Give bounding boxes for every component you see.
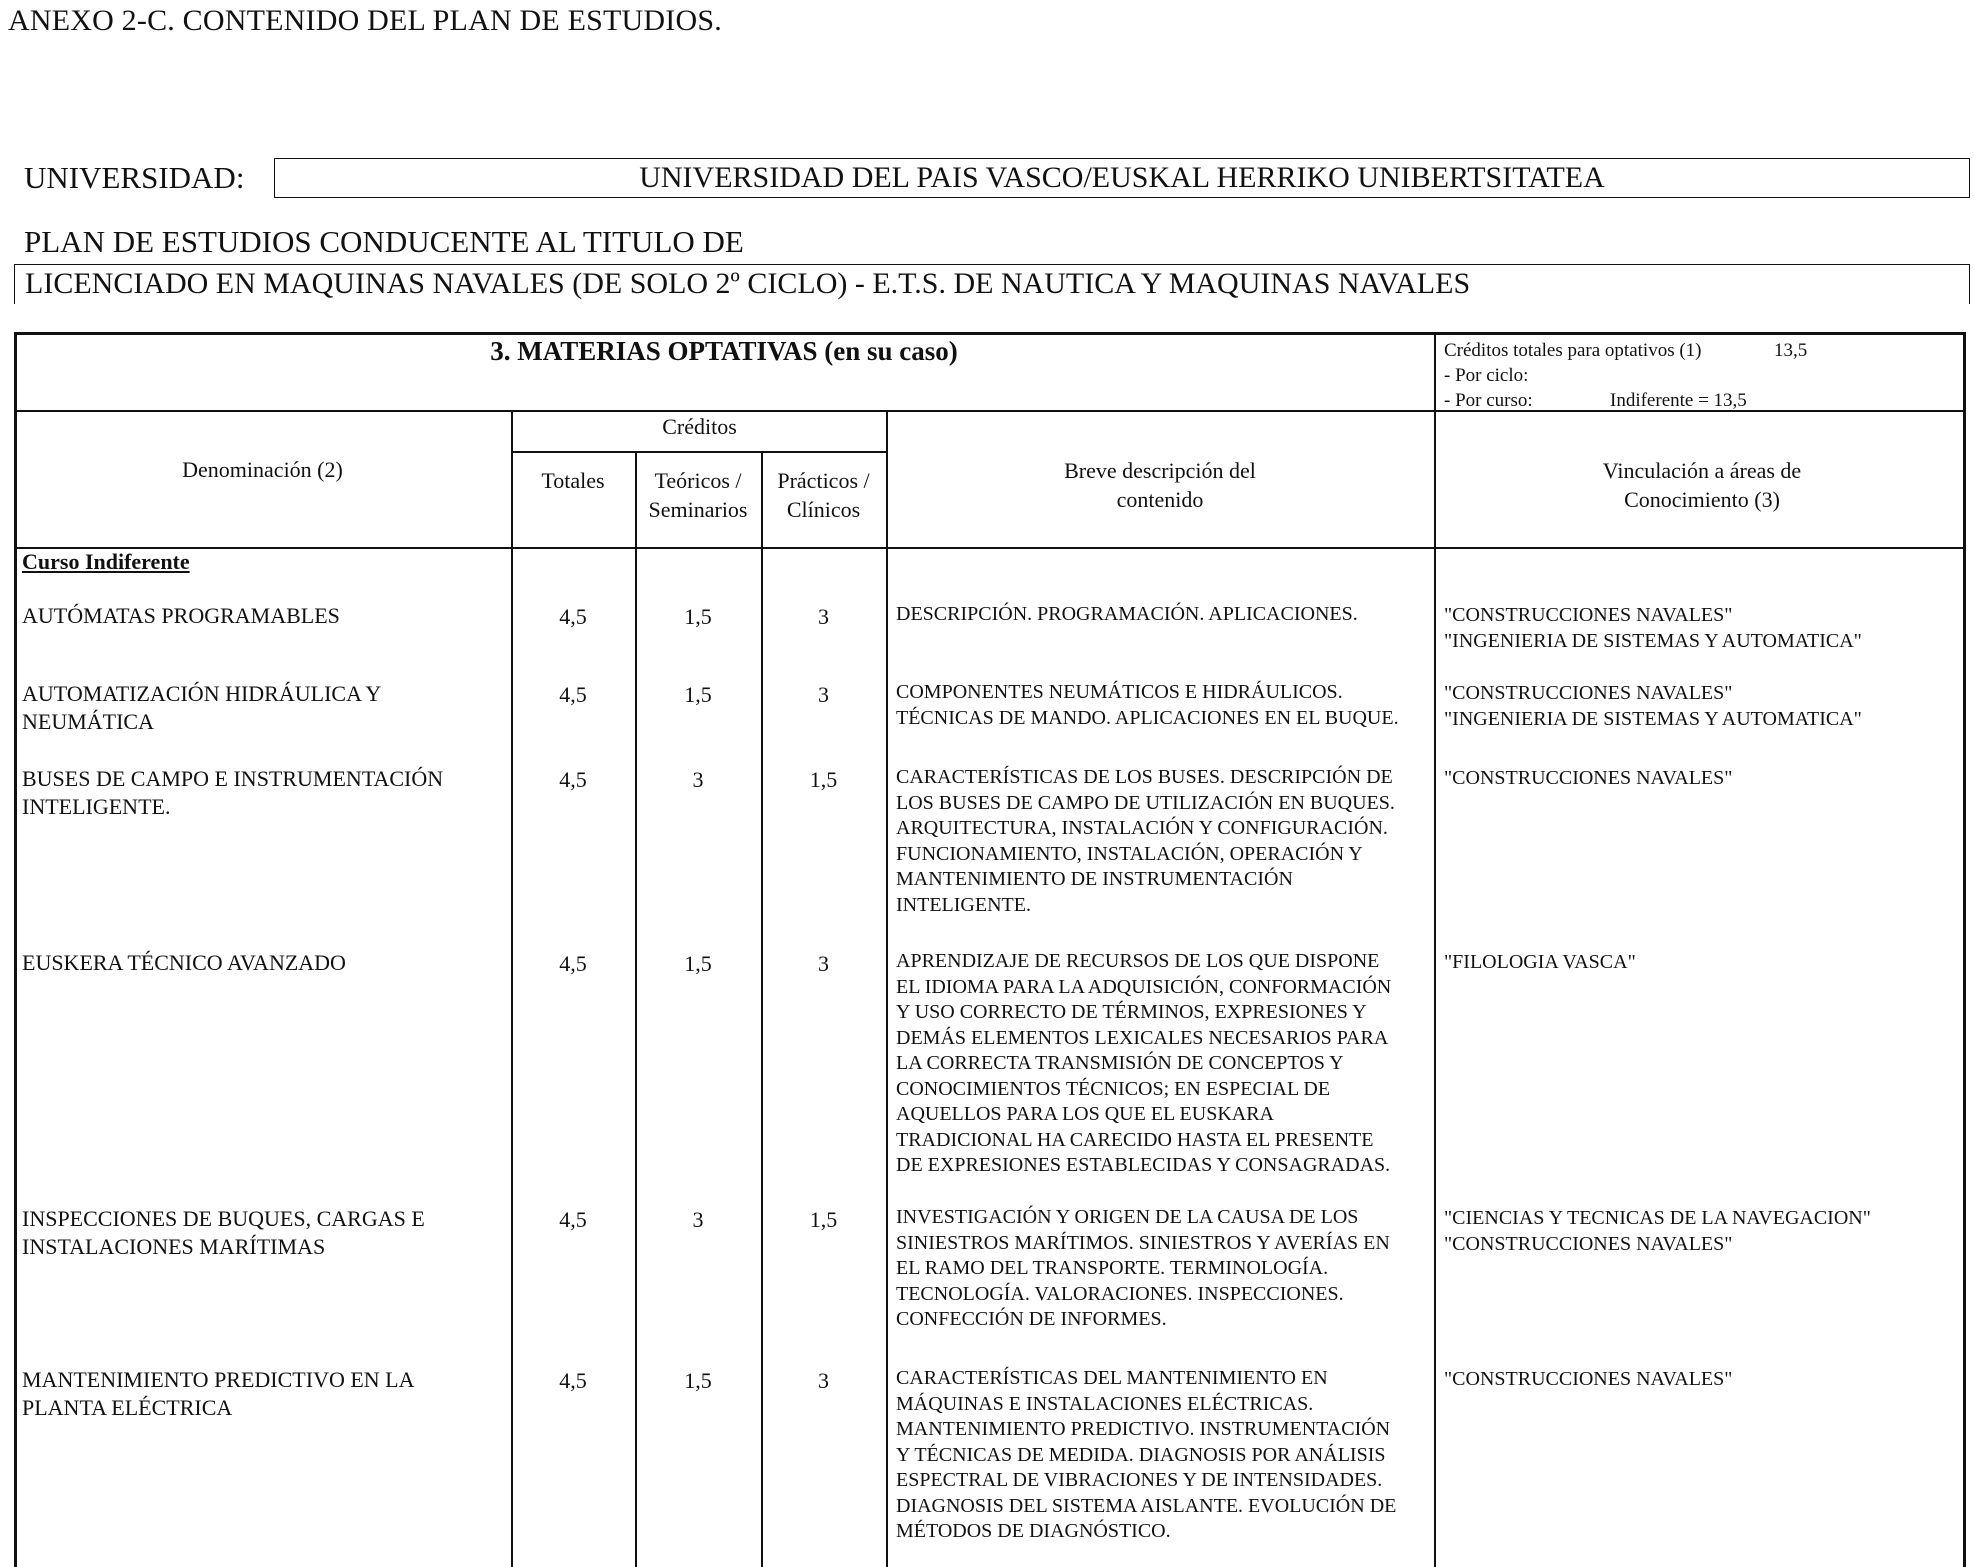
subject-description (896, 602, 1430, 628)
rule-col-descripcion (886, 410, 888, 1567)
credits-practicos: 1,5 (809, 767, 838, 792)
credits-practicos: 3 (818, 951, 829, 976)
curso-indiferente-label: Curso Indiferente (22, 549, 190, 574)
header-descripcion-line1: Breve descripción del (1064, 458, 1256, 483)
credits-teoricos: 1,5 (684, 951, 712, 976)
credits-teoricos: 1,5 (684, 604, 712, 629)
header-practicos (761, 466, 886, 524)
por-curso-label: - Por curso: (1444, 390, 1533, 411)
credits-practicos: 3 (818, 1368, 829, 1393)
knowledge-areas (1444, 765, 1964, 791)
credits-totales: 4,5 (559, 682, 587, 707)
knowledge-area-line: "CONSTRUCCIONES NAVALES" (1444, 1233, 1733, 1255)
subject-name (22, 602, 502, 630)
subject-description-line: SINIESTROS MARÍTIMOS. SINIESTROS Y AVERÍAS EN (896, 1231, 1390, 1254)
credits-totales: 4,5 (559, 1207, 587, 1232)
credits-practicos: 3 (818, 682, 829, 707)
subject-name (22, 949, 502, 977)
plan-title: LICENCIADO EN MAQUINAS NAVALES (DE SOLO 2º CICLO) - E.T.S. DE NAUTICA Y MAQUINAS NAVALES (14, 264, 1970, 304)
subject-description-line: FUNCIONAMIENTO, INSTALACIÓN, OPERACIÓN Y (896, 842, 1363, 865)
header-descripcion (886, 456, 1434, 514)
knowledge-area-line: "INGENIERIA DE SISTEMAS Y AUTOMATICA" (1444, 708, 1862, 730)
header-teoricos-line1: Teóricos / (654, 468, 742, 493)
subject-description-line: APRENDIZAJE DE RECURSOS DE LOS QUE DISPONE (896, 950, 1380, 972)
subject-description-line: LOS BUSES DE CAMPO DE UTILIZACIÓN EN BUQUES. (896, 791, 1395, 814)
subject-name-line: INSTALACIONES MARÍTIMAS (22, 1234, 326, 1259)
credits-totales: 4,5 (559, 951, 587, 976)
subject-name-line: PLANTA ELÉCTRICA (22, 1395, 233, 1420)
subject-description-line: TECNOLOGÍA. VALORACIONES. INSPECCIONES. (896, 1282, 1344, 1305)
subject-description-line: EL RAMO DEL TRANSPORTE. TERMINOLOGÍA. (896, 1257, 1329, 1279)
subject-description-line: MANTENIMIENTO PREDICTIVO. INSTRUMENTACIÓN (896, 1418, 1391, 1440)
university-label: UNIVERSIDAD: (24, 160, 245, 195)
subject-description-line: MANTENIMIENTO DE INSTRUMENTACIÓN (896, 868, 1293, 890)
subject-name-line: EUSKERA TÉCNICO AVANZADO (22, 950, 346, 975)
credits-total-label: Créditos totales para optativos (1) (1444, 340, 1702, 361)
header-descripcion-line2: contenido (1116, 487, 1204, 512)
header-teoricos (635, 466, 761, 524)
knowledge-area-line: "FILOLOGIA VASCA" (1444, 951, 1636, 973)
subject-name-line: BUSES DE CAMPO E INSTRUMENTACIÓN (22, 766, 444, 791)
subject-description (896, 1366, 1430, 1545)
subject-description-line: DESCRIPCIÓN. PROGRAMACIÓN. APLICACIONES. (896, 603, 1358, 625)
subject-description (896, 1205, 1430, 1333)
optional-credits-info (1444, 338, 1904, 413)
subject-description-line: TÉCNICAS DE MANDO. APLICACIONES EN EL BUQUE. (896, 706, 1399, 729)
subject-description-line: Y TÉCNICAS DE MEDIDA. DIAGNOSIS POR ANÁLISIS (896, 1443, 1386, 1466)
header-practicos-line1: Prácticos / (777, 468, 870, 493)
credits-totales: 4,5 (559, 1368, 587, 1393)
plan-label: PLAN DE ESTUDIOS CONDUCENTE AL TITULO DE (24, 224, 744, 259)
credits-teoricos: 3 (692, 1207, 704, 1232)
subject-name (22, 1205, 502, 1261)
header-totales: Totales (541, 468, 605, 493)
subject-description (896, 949, 1430, 1179)
subject-description-line: INTELIGENTE. (896, 893, 1031, 916)
subject-name-line: NEUMÁTICA (22, 709, 154, 734)
knowledge-area-line: "CIENCIAS Y TECNICAS DE LA NAVEGACION" (1444, 1207, 1871, 1229)
knowledge-area-line: "CONSTRUCCIONES NAVALES" (1444, 1368, 1733, 1390)
knowledge-area-line: "INGENIERIA DE SISTEMAS Y AUTOMATICA" (1444, 630, 1862, 652)
subject-description-line: DE EXPRESIONES ESTABLECIDAS Y CONSAGRADAS. (896, 1154, 1391, 1176)
rule-header-bottom (14, 547, 1966, 549)
subject-name (22, 1366, 502, 1422)
subject-description-line: LA CORRECTA TRANSMISIÓN DE CONCEPTOS Y (896, 1052, 1344, 1074)
subject-name-line: AUTOMATIZACIÓN HIDRÁULICA Y (22, 681, 382, 706)
subject-description-line: MÉTODOS DE DIAGNÓSTICO. (896, 1520, 1171, 1542)
knowledge-areas (1444, 1366, 1964, 1392)
section-title: 3. MATERIAS OPTATIVAS (en su caso) (490, 336, 958, 366)
subject-name-line: INTELIGENTE. (22, 794, 171, 819)
subject-description-line: MÁQUINAS E INSTALACIONES ELÉCTRICAS. (896, 1392, 1314, 1415)
subject-description-line: CONOCIMIENTOS TÉCNICOS; EN ESPECIAL DE (896, 1077, 1331, 1100)
credits-totales: 4,5 (559, 604, 587, 629)
credits-total-value: 13,5 (1774, 340, 1808, 361)
knowledge-area-line: "CONSTRUCCIONES NAVALES" (1444, 604, 1733, 626)
subject-description (896, 765, 1430, 918)
rule-creditos-bottom (511, 451, 888, 453)
credits-teoricos: 1,5 (684, 1368, 712, 1393)
subject-description-line: CARACTERÍSTICAS DEL MANTENIMIENTO EN (896, 1367, 1328, 1389)
por-curso-value: Indiferente = 13,5 (1610, 390, 1747, 411)
knowledge-areas (1444, 949, 1964, 975)
subject-description-line: EL IDIOMA PARA LA ADQUISICIÓN, CONFORMACIÓN (896, 975, 1392, 998)
credits-practicos: 1,5 (809, 1207, 838, 1232)
rule-optativos-divider (1434, 332, 1436, 412)
credits-teoricos: 1,5 (684, 682, 712, 707)
por-ciclo-label: - Por ciclo: (1444, 365, 1529, 386)
credits-practicos: 3 (818, 604, 829, 629)
credits-teoricos: 3 (692, 767, 704, 792)
subject-name (22, 680, 502, 736)
subject-description-line: AQUELLOS PARA LOS QUE EL EUSKARA (896, 1103, 1274, 1125)
annex-title: ANEXO 2-C. CONTENIDO DEL PLAN DE ESTUDIOS. (8, 4, 722, 37)
subject-description-line: TRADICIONAL HA CARECIDO HASTA EL PRESENTE (896, 1128, 1374, 1151)
knowledge-areas (1444, 680, 1964, 732)
header-creditos: Créditos (662, 414, 737, 439)
credits-totales: 4,5 (559, 767, 587, 792)
subject-description-line: DEMÁS ELEMENTOS LEXICALES NECESARIOS PARA (896, 1026, 1389, 1049)
subject-description-line: Y USO CORRECTO DE TÉRMINOS, EXPRESIONES Y (896, 1001, 1367, 1023)
header-vinculacion-line2: Conocimiento (3) (1624, 487, 1780, 512)
university-value: UNIVERSIDAD DEL PAIS VASCO/EUSKAL HERRIKO UNIBERTSITATEA (274, 158, 1970, 198)
subject-description-line: CONFECCIÓN DE INFORMES. (896, 1308, 1167, 1330)
subject-description-line: COMPONENTES NEUMÁTICOS E HIDRÁULICOS. (896, 681, 1343, 703)
header-vinculacion-line1: Vinculación a áreas de (1602, 458, 1802, 483)
subject-description-line: ARQUITECTURA, INSTALACIÓN Y CONFIGURACIÓN. (896, 817, 1388, 839)
header-teoricos-line2: Seminarios (648, 497, 748, 522)
header-practicos-line2: Clínicos (786, 497, 861, 522)
subject-description-line: CARACTERÍSTICAS DE LOS BUSES. DESCRIPCIÓN DE (896, 766, 1393, 788)
subject-name-line: INSPECCIONES DE BUQUES, CARGAS E (22, 1206, 425, 1231)
subject-description-line: DIAGNOSIS DEL SISTEMA AISLANTE. EVOLUCIÓN DE (896, 1494, 1397, 1517)
subject-name (22, 765, 502, 821)
knowledge-areas (1444, 1205, 1964, 1257)
subject-description (896, 680, 1430, 731)
subject-description-line: ESPECTRAL DE VIBRACIONES Y DE INTENSIDADES. (896, 1469, 1383, 1491)
subject-name-line: MANTENIMIENTO PREDICTIVO EN LA (22, 1367, 415, 1392)
knowledge-area-line: "CONSTRUCCIONES NAVALES" (1444, 767, 1733, 789)
subject-description-line: INVESTIGACIÓN Y ORIGEN DE LA CAUSA DE LOS (896, 1206, 1359, 1228)
knowledge-area-line: "CONSTRUCCIONES NAVALES" (1444, 682, 1733, 704)
subject-name-line: AUTÓMATAS PROGRAMABLES (22, 603, 340, 628)
header-denominacion: Denominación (2) (182, 457, 343, 482)
rule-col-vinculacion (1434, 410, 1436, 1567)
header-vinculacion (1434, 456, 1970, 514)
knowledge-areas (1444, 602, 1964, 654)
